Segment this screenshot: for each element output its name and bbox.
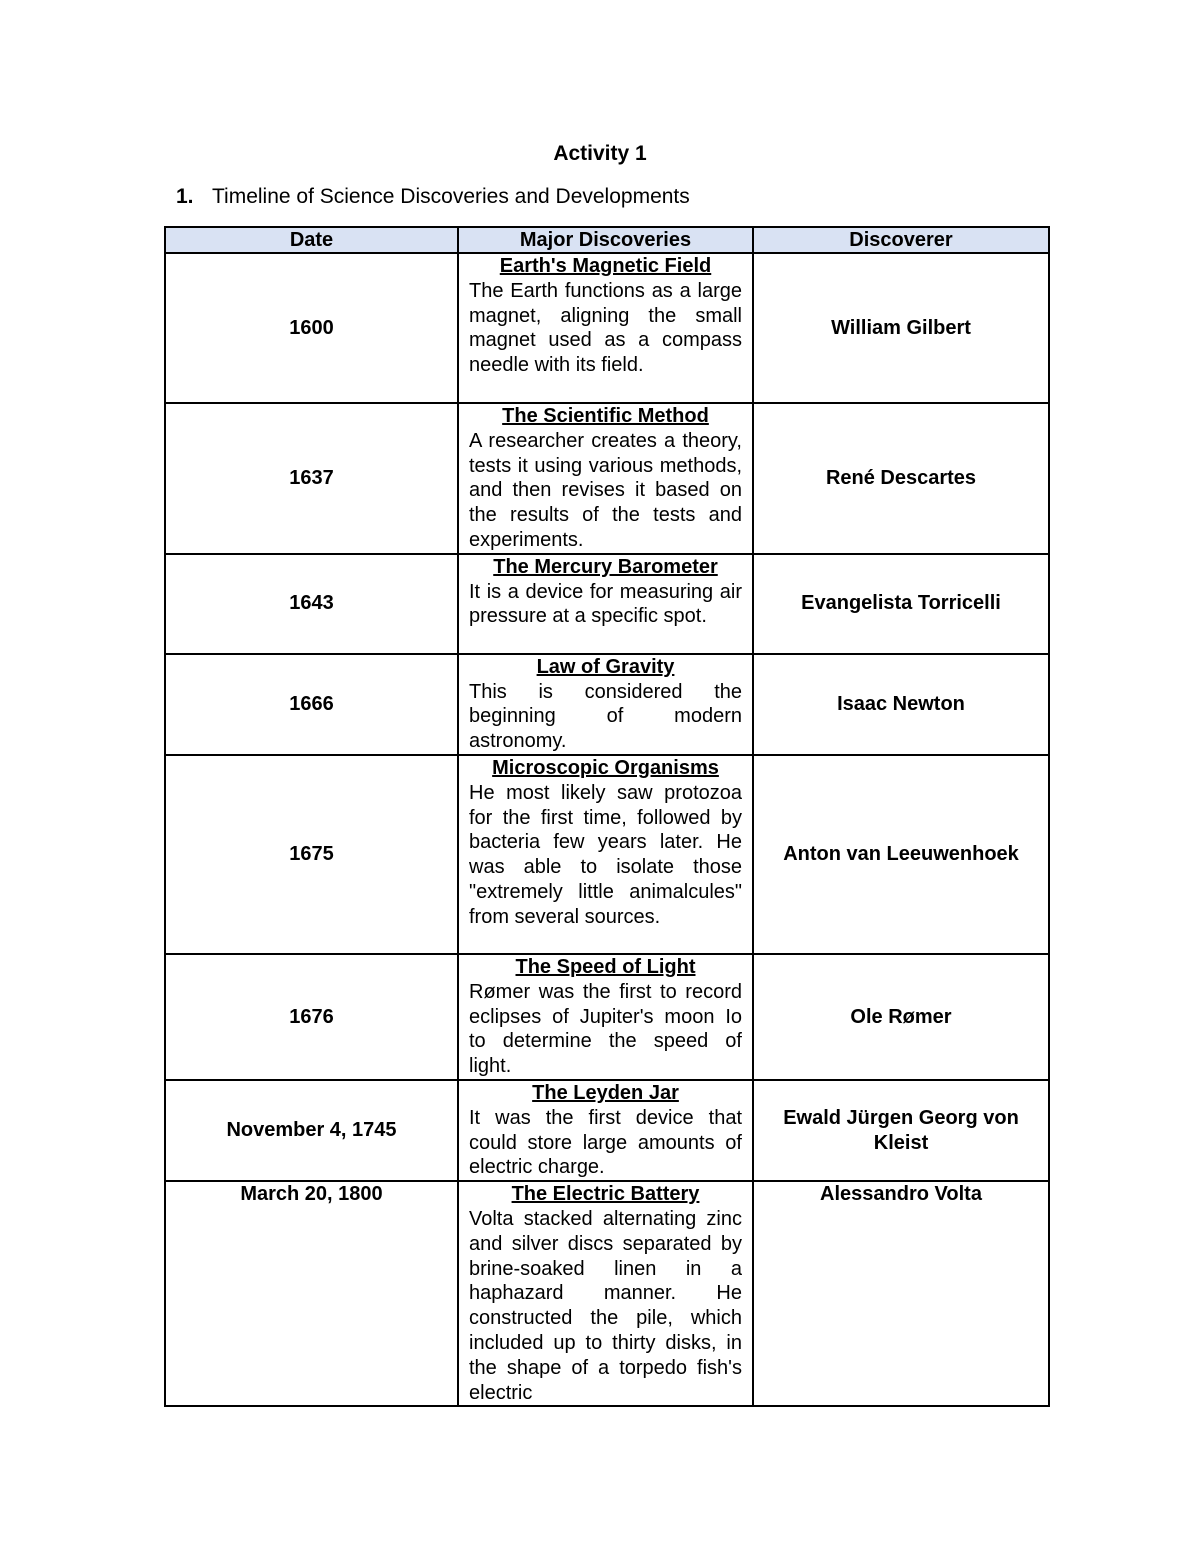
discovery-title: The Electric Battery xyxy=(511,1183,700,1206)
discovery-title: Microscopic Organisms xyxy=(492,756,719,779)
timeline-table xyxy=(164,226,1050,1407)
discovery-cell xyxy=(458,554,753,654)
date-cell: 1666 xyxy=(165,654,458,755)
discovery-cell xyxy=(458,954,753,1080)
discovery-title: The Speed of Light xyxy=(515,955,696,978)
discoverer-cell: Anton van Leeuwenhoek xyxy=(753,755,1049,954)
date-cell: March 20, 1800 xyxy=(165,1181,458,1406)
date-cell: November 4, 1745 xyxy=(165,1080,458,1181)
date-cell: 1675 xyxy=(165,755,458,954)
table-row xyxy=(165,755,1049,954)
table-row xyxy=(165,554,1049,654)
discovery-description: He most likely saw protozoa for the first time, followed by bacteria few years later. He was able to isolate those "extremely little animalcules" from several sources. xyxy=(469,781,742,928)
discovery-description: A researcher creates a theory, tests it using various methods, and then revises it based on the results of the tests and experiments. xyxy=(469,429,742,551)
section-heading xyxy=(176,183,690,211)
header-discoverer: Discoverer xyxy=(753,227,1049,253)
discovery-cell xyxy=(458,253,753,403)
discovery-title: Law of Gravity xyxy=(536,655,675,678)
discovery-description: The Earth functions as a large magnet, aligning the small magnet used as a compass needle with its field. xyxy=(469,279,742,377)
discovery-clip xyxy=(469,1182,742,1405)
table-row xyxy=(165,654,1049,755)
discovery-title: The Mercury Barometer xyxy=(493,555,718,578)
discovery-description: Volta stacked alternating zinc and silver discs separated by brine-soaked linen in a haphazard manner. He constructed the pile, which included up to thirty disks, in the shape of a torpedo fish's electric xyxy=(469,1207,742,1404)
discoverer-cell: Evangelista Torricelli xyxy=(753,554,1049,654)
discoverer-cell: Ewald Jürgen Georg von Kleist xyxy=(753,1080,1049,1181)
discovery-description: It was the first device that could store large amounts of electric charge. xyxy=(469,1106,742,1179)
date-cell: 1643 xyxy=(165,554,458,654)
page-title: Activity 1 xyxy=(553,142,647,165)
discovery-cell xyxy=(458,1080,753,1181)
discoverer-cell: René Descartes xyxy=(753,403,1049,554)
header-major-discoveries: Major Discoveries xyxy=(458,227,753,253)
table-row xyxy=(165,253,1049,403)
table-row xyxy=(165,1080,1049,1181)
table-row xyxy=(165,403,1049,554)
discovery-cell xyxy=(458,654,753,755)
date-cell: 1600 xyxy=(165,253,458,403)
discovery-description: This is considered the beginning of modern astronomy. xyxy=(469,680,742,753)
discoverer-cell: William Gilbert xyxy=(753,253,1049,403)
table-header-row xyxy=(165,227,1049,253)
discovery-cell xyxy=(458,403,753,554)
discoverer-cell: Isaac Newton xyxy=(753,654,1049,755)
discovery-title: The Scientific Method xyxy=(502,405,709,427)
section-title: Timeline of Science Discoveries and Developments xyxy=(212,185,690,208)
discovery-title: Earth's Magnetic Field xyxy=(499,255,712,277)
discovery-description: Rømer was the first to record eclipses of Jupiter's moon Io to determine the speed of light. xyxy=(469,980,742,1078)
header-date: Date xyxy=(165,227,458,253)
discoverer-cell: Ole Rømer xyxy=(753,954,1049,1080)
date-cell: 1637 xyxy=(165,403,458,554)
discoverer-cell: Alessandro Volta xyxy=(753,1181,1049,1406)
discovery-cell xyxy=(458,755,753,954)
discovery-title: The Leyden Jar xyxy=(532,1081,679,1104)
date-cell: 1676 xyxy=(165,954,458,1080)
section-number: 1. xyxy=(176,185,194,208)
discovery-cell xyxy=(458,1181,753,1406)
discovery-description: It is a device for measuring air pressure at a specific spot. xyxy=(469,580,742,628)
table-row xyxy=(165,954,1049,1080)
table-row xyxy=(165,1181,1049,1406)
